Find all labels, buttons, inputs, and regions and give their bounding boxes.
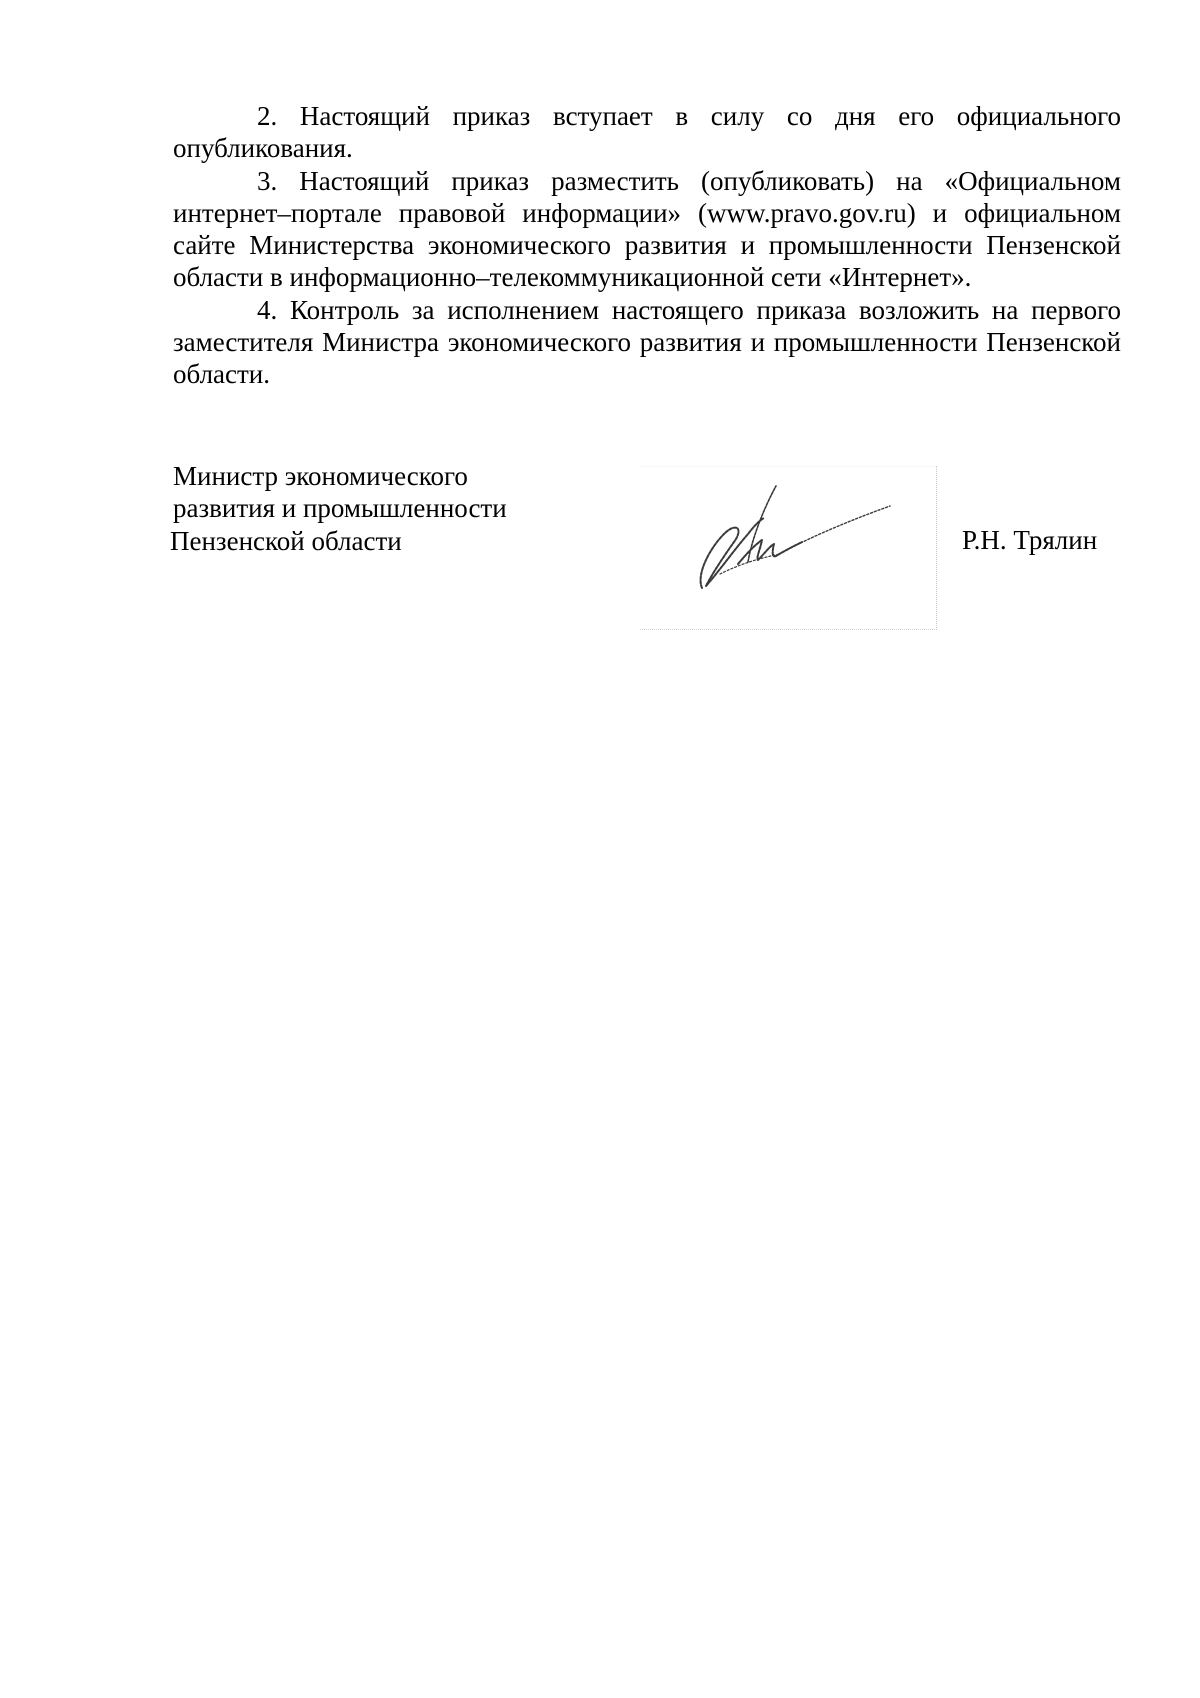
signatory-title (170, 460, 507, 557)
signatory-title-line: развития и промышленности (173, 493, 507, 524)
paragraph-item-4: 4. Контроль за исполнением настоящего приказа возложить на первого заместителя Министра экономического развития и промышленности Пензенской области. (173, 294, 1121, 390)
paragraph-item-2: 2. Настоящий приказ вступает в силу со дня его официального опубликования. (173, 101, 1121, 164)
paragraph-item-3: 3. Настоящий приказ разместить (опубликовать) на «Официальном интернет–портале правовой информации» (www.pravo.gov.ru) и официальном сайте Министерства экономического развития и промышленности Пензенской области в информационно–телекоммуникационной сети «Интернет». (173, 165, 1121, 293)
order-body (173, 100, 1121, 391)
signatory-title-line: Министр экономического (173, 461, 468, 491)
signatory-name: Р.Н. Трялин (962, 525, 1098, 555)
signatory-title-line: Пензенской области (170, 525, 402, 556)
handwritten-signature (690, 478, 930, 598)
